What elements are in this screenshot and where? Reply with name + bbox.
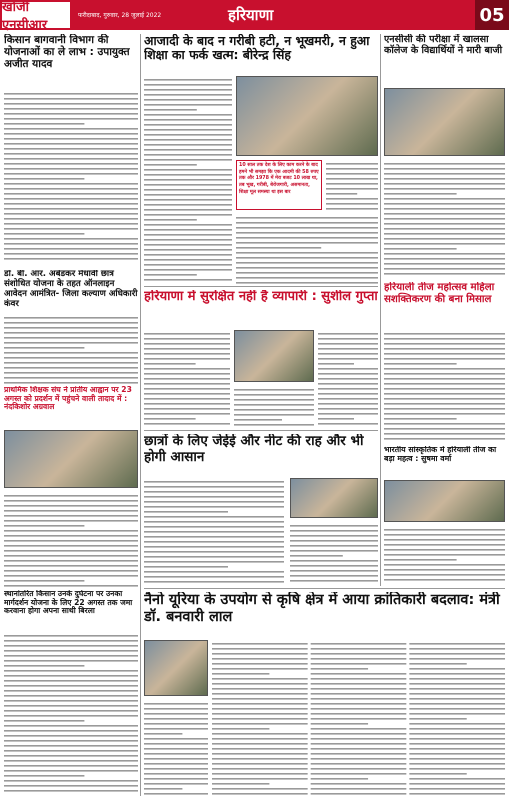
headline: डॉ. बी. आर. अंबेडकर मेधावी छात्र संशोधित योजना के तहत ऑनलाइन आवेदन आमंत्रित- जिला कल्याण अधिकारी कंवर bbox=[4, 270, 138, 309]
article-right-top bbox=[384, 34, 505, 86]
article-left-lower bbox=[4, 386, 138, 428]
article-photo bbox=[236, 76, 378, 156]
text-lines bbox=[236, 214, 378, 284]
article-center-top bbox=[144, 34, 378, 74]
section-title: हरियाणा bbox=[228, 6, 274, 24]
headline: स्थानांतरित किसान उनके दुर्घटना पर उनका मार्गदर्शन योजना के लिए 22 अगस्त तक जमा करवाना होगा अपना साथी बिरला bbox=[4, 590, 133, 616]
text-lines bbox=[384, 160, 505, 278]
article-left-top-body bbox=[4, 90, 138, 260]
article-center-top-body bbox=[144, 76, 232, 284]
text-lines bbox=[384, 330, 505, 442]
article-right-mid-body bbox=[384, 330, 505, 442]
text-lines bbox=[318, 330, 378, 426]
article-center-lower bbox=[144, 434, 378, 474]
text-lines bbox=[4, 90, 138, 260]
article-photo bbox=[384, 88, 505, 156]
article-bottom-body bbox=[144, 700, 208, 796]
article-center-lower-body bbox=[144, 478, 284, 584]
text-lines bbox=[144, 700, 208, 796]
dateline: फरीदाबाद, गुरुवार, 28 जुलाई 2022 bbox=[78, 12, 162, 19]
column-divider bbox=[140, 34, 141, 796]
article-right-lower-body bbox=[384, 526, 505, 584]
article-photo bbox=[290, 478, 378, 518]
article-center-top-body-2 bbox=[236, 214, 378, 284]
article-left-lower-body bbox=[4, 492, 138, 588]
masthead bbox=[0, 0, 509, 33]
article-center-mid-body bbox=[144, 330, 230, 426]
article-center-mid-body-2 bbox=[318, 330, 378, 426]
headline: किसान बागवानी विभाग की योजनाओं का ले लाभ : उपायुक्त अजीत यादव bbox=[4, 34, 130, 71]
article-left-top bbox=[4, 34, 138, 88]
article-bottom bbox=[144, 592, 505, 636]
article-right-lower bbox=[384, 446, 505, 478]
text-lines bbox=[212, 640, 505, 796]
pullquote-box bbox=[236, 160, 322, 210]
section-rule bbox=[144, 588, 505, 589]
text-lines bbox=[144, 76, 232, 284]
article-center-mid bbox=[144, 290, 378, 326]
headline: प्राथमिक शिक्षक संघ ने प्रांतीय आह्वान पर 23 अगस्त को प्रदर्शन में पहुंचने वाली तादाद में : नंदकिशोर अग्रवाल bbox=[4, 386, 132, 412]
article-right-mid bbox=[384, 282, 505, 328]
article-photo bbox=[384, 480, 505, 522]
article-left-mid bbox=[4, 270, 138, 312]
page-number: 05 bbox=[475, 0, 509, 30]
article-right-top-body bbox=[384, 160, 505, 278]
headline: हरियाणा में सुरक्षित नहीं है व्यापारी : सुशील गुप्ता bbox=[144, 290, 378, 304]
text-lines bbox=[326, 160, 378, 210]
article-photo bbox=[234, 330, 314, 382]
column-divider bbox=[380, 34, 381, 586]
article-center-lower-body-2 bbox=[290, 522, 378, 584]
article-left-bottom-body bbox=[4, 632, 138, 796]
section-rule bbox=[144, 430, 378, 431]
text-lines bbox=[290, 522, 378, 584]
text-lines bbox=[4, 492, 138, 588]
headline: नैनो यूरिया के उपयोग से कृषि क्षेत्र में आया क्रांतिकारी बदलाव: मंत्री डॉ. बनवारी लाल bbox=[144, 592, 500, 625]
article-center-top-body-3 bbox=[326, 160, 378, 210]
article-left-mid-body bbox=[4, 314, 138, 384]
article-left-bottom bbox=[4, 590, 138, 630]
headline: आजादी के बाद न गरीबी हटी, न भूखमरी, न हुआ शिक्षा का फर्क खत्म: बीरेन्द्र सिंह bbox=[144, 34, 370, 63]
article-photo bbox=[4, 430, 138, 488]
pullquote: 10 साल तक देश के लिए काम करने के बाद हमने भी समझा कि एक आदमी की 58 रुपए तक और 1978 में मेरा बजट 10 लाख था, तब भूख, गरीबी, बेरोजगारी, असमानता, शिक्षा मूल समस्या था इस बार bbox=[239, 163, 319, 195]
headline: हरियाली तीज महोत्सव महिला सशक्तिकरण की बना मिसाल bbox=[384, 282, 495, 305]
text-lines bbox=[4, 632, 138, 796]
text-lines bbox=[4, 314, 138, 384]
text-lines bbox=[144, 478, 284, 584]
headline: छात्रों के लिए जेईई और नीट की राह और भी होगी आसान bbox=[144, 434, 364, 465]
headline: भारतीय सांस्कृतिक में हरियाली तीज का बड़ा महत्व : सुषमा वर्मा bbox=[384, 446, 497, 463]
article-center-mid-body-3 bbox=[234, 386, 314, 426]
article-bottom-body-2 bbox=[212, 640, 505, 796]
headline: एनसीसी की परीक्षा में खालसा कॉलेज के विद्यार्थियों ने मारी बाजी bbox=[384, 34, 503, 57]
newspaper-logo: खोजी एनसीआर bbox=[0, 0, 72, 30]
article-photo bbox=[144, 640, 208, 696]
text-lines bbox=[384, 526, 505, 584]
text-lines bbox=[234, 386, 314, 426]
section-rule bbox=[144, 286, 378, 287]
text-lines bbox=[144, 330, 230, 426]
